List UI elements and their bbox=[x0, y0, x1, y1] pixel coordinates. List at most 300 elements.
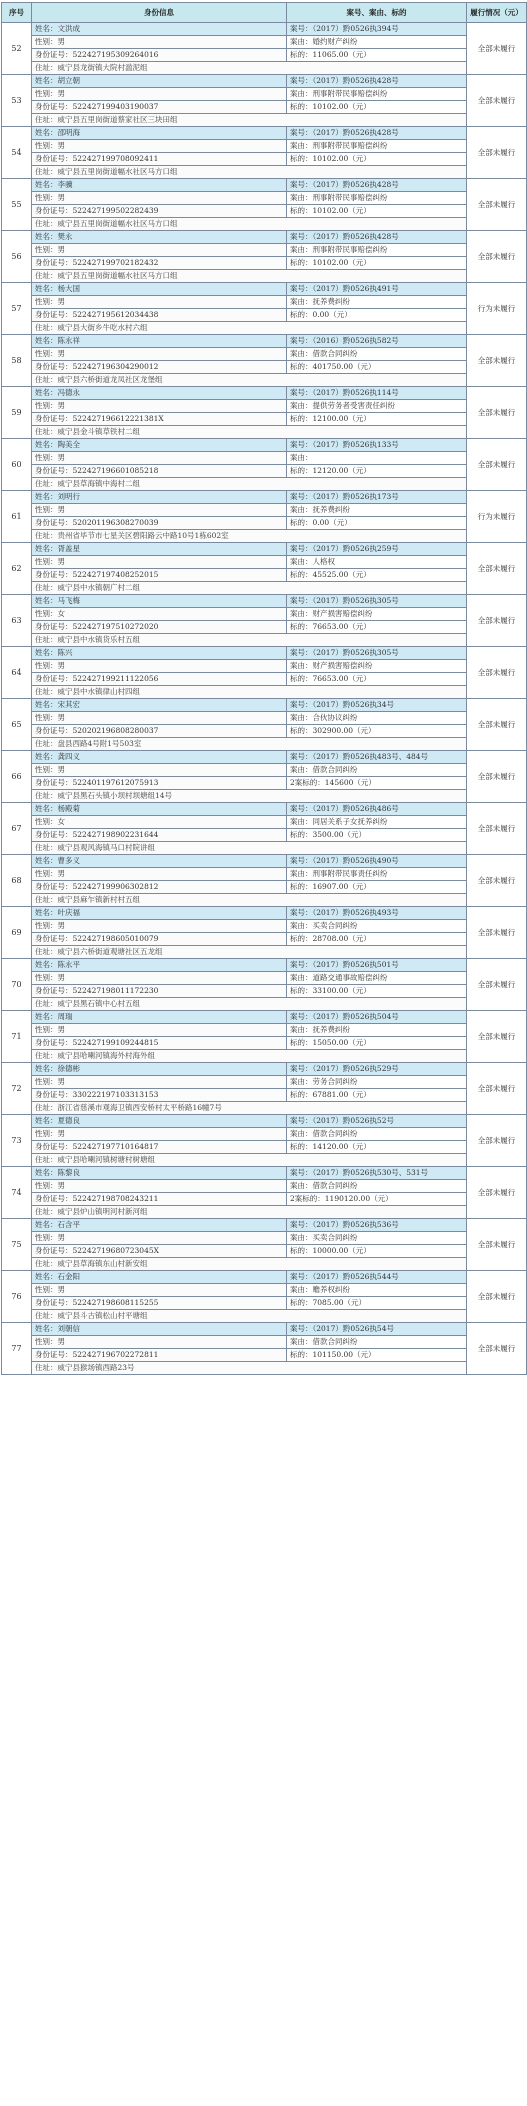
table-row bbox=[2, 582, 527, 595]
table-row bbox=[2, 842, 527, 855]
record-case-no: 案号：（2017）黔0526执34号 bbox=[287, 699, 467, 712]
record-gender: 性别：男 bbox=[32, 556, 287, 569]
table-row bbox=[2, 894, 527, 907]
record-name: 姓名：陈永祥 bbox=[32, 335, 287, 348]
record-seq: 63 bbox=[2, 595, 32, 647]
table-row bbox=[2, 1024, 527, 1037]
record-id-number: 身份证号：522427196304290012 bbox=[32, 361, 287, 374]
record-name: 姓名：胡立朝 bbox=[32, 75, 287, 88]
table-row bbox=[2, 777, 527, 790]
table-row bbox=[2, 595, 527, 608]
table-row bbox=[2, 283, 527, 296]
table-row bbox=[2, 75, 527, 88]
table-row bbox=[2, 1154, 527, 1167]
record-address: 住址：威宁县哈喇河镇海外村海外组 bbox=[32, 1050, 467, 1063]
table-row bbox=[2, 1206, 527, 1219]
record-case-no: 案号：（2017）黔0526执133号 bbox=[287, 439, 467, 452]
record-id-number: 身份证号：522427198902231644 bbox=[32, 829, 287, 842]
record-id-number: 身份证号：520202196808280037 bbox=[32, 725, 287, 738]
table-row bbox=[2, 504, 527, 517]
record-status: 全部未履行 bbox=[467, 959, 527, 1011]
record-name: 姓名：曹多义 bbox=[32, 855, 287, 868]
table-row bbox=[2, 764, 527, 777]
record-name: 姓名：宋其宏 bbox=[32, 699, 287, 712]
table-row bbox=[2, 1141, 527, 1154]
record-gender: 性别：男 bbox=[32, 868, 287, 881]
record-cause: 案由： bbox=[287, 452, 467, 465]
record-name: 姓名：马飞梅 bbox=[32, 595, 287, 608]
record-case-no: 案号：（2017）黔0526执428号 bbox=[287, 231, 467, 244]
table-row bbox=[2, 1102, 527, 1115]
record-case-no: 案号：（2017）黔0526执173号 bbox=[287, 491, 467, 504]
record-status: 全部未履行 bbox=[467, 647, 527, 699]
table-row bbox=[2, 465, 527, 478]
record-case-no: 案号：（2017）黔0526执52号 bbox=[287, 1115, 467, 1128]
record-case-no: 案号：（2017）黔0526执428号 bbox=[287, 127, 467, 140]
record-name: 姓名：陈永平 bbox=[32, 959, 287, 972]
table-row bbox=[2, 1362, 527, 1375]
record-seq: 57 bbox=[2, 283, 32, 335]
record-amount: 标的：76653.00（元） bbox=[287, 621, 467, 634]
record-address: 住址：威宁县中水镇朝广村二组 bbox=[32, 582, 467, 595]
record-case-no: 案号：（2017）黔0526执530号、531号 bbox=[287, 1167, 467, 1180]
record-address: 住址：威宁县哈喇河镇树塘村树塘组 bbox=[32, 1154, 467, 1167]
table-row bbox=[2, 335, 527, 348]
table-row bbox=[2, 439, 527, 452]
record-case-no: 案号：（2017）黔0526执544号 bbox=[287, 1271, 467, 1284]
table-row bbox=[2, 1219, 527, 1232]
record-gender: 性别：女 bbox=[32, 816, 287, 829]
record-amount: 标的：33100.00（元） bbox=[287, 985, 467, 998]
record-status: 全部未履行 bbox=[467, 1011, 527, 1063]
table-row bbox=[2, 686, 527, 699]
table-row bbox=[2, 478, 527, 491]
record-case-no: 案号：（2017）黔0526执428号 bbox=[287, 179, 467, 192]
table-row bbox=[2, 1310, 527, 1323]
record-status: 全部未履行 bbox=[467, 855, 527, 907]
record-case-no: 案号：（2017）黔0526执501号 bbox=[287, 959, 467, 972]
table-row bbox=[2, 1037, 527, 1050]
table-row bbox=[2, 868, 527, 881]
table-row bbox=[2, 1284, 527, 1297]
table-row bbox=[2, 543, 527, 556]
record-id-number: 身份证号：522427195309264016 bbox=[32, 49, 287, 62]
record-address: 住址：威宁县五里岗街道幅水社区马方口组 bbox=[32, 218, 467, 231]
table-row bbox=[2, 881, 527, 894]
record-status: 全部未履行 bbox=[467, 1219, 527, 1271]
record-name: 姓名：陈兴 bbox=[32, 647, 287, 660]
record-cause: 案由：抚养费纠纷 bbox=[287, 296, 467, 309]
record-cause: 案由：借款合同纠纷 bbox=[287, 764, 467, 777]
record-amount: 标的：12120.00（元） bbox=[287, 465, 467, 478]
table-row bbox=[2, 920, 527, 933]
table-row bbox=[2, 1063, 527, 1076]
table-row bbox=[2, 1011, 527, 1024]
record-status: 全部未履行 bbox=[467, 1115, 527, 1167]
record-amount: 标的：0.00（元） bbox=[287, 309, 467, 322]
record-seq: 69 bbox=[2, 907, 32, 959]
record-gender: 性别：男 bbox=[32, 504, 287, 517]
table-row bbox=[2, 985, 527, 998]
record-id-number: 身份证号：522427199403190037 bbox=[32, 101, 287, 114]
table-body bbox=[2, 23, 527, 1375]
record-status: 行为未履行 bbox=[467, 283, 527, 335]
record-address: 住址：威宁县中水镇律山村四组 bbox=[32, 686, 467, 699]
record-seq: 55 bbox=[2, 179, 32, 231]
record-id-number: 身份证号：522427198708243211 bbox=[32, 1193, 287, 1206]
record-seq: 76 bbox=[2, 1271, 32, 1323]
table-row bbox=[2, 621, 527, 634]
table-row bbox=[2, 725, 527, 738]
record-status: 全部未履行 bbox=[467, 23, 527, 75]
record-id-number: 身份证号：522427199708092411 bbox=[32, 153, 287, 166]
table-row bbox=[2, 556, 527, 569]
record-cause: 案由：刑事附带民事赔偿纠纷 bbox=[287, 88, 467, 101]
record-case-no: 案号：（2017）黔0526执428号 bbox=[287, 75, 467, 88]
record-cause: 案由：同居关系子女抚养纠纷 bbox=[287, 816, 467, 829]
record-status: 全部未履行 bbox=[467, 1323, 527, 1375]
record-cause: 案由：婚约财产纠纷 bbox=[287, 36, 467, 49]
record-gender: 性别：男 bbox=[32, 1336, 287, 1349]
table-row bbox=[2, 348, 527, 361]
record-address: 住址：浙江省慈溪市观海卫镇西安桥村太平桥路16幢7号 bbox=[32, 1102, 467, 1115]
record-cause: 案由：买卖合同纠纷 bbox=[287, 920, 467, 933]
record-seq: 52 bbox=[2, 23, 32, 75]
table-row bbox=[2, 387, 527, 400]
record-cause: 案由：道路交通事故赔偿纠纷 bbox=[287, 972, 467, 985]
record-status: 全部未履行 bbox=[467, 751, 527, 803]
record-gender: 性别：男 bbox=[32, 972, 287, 985]
record-status: 全部未履行 bbox=[467, 439, 527, 491]
record-case-no: 案号：（2017）黔0526执114号 bbox=[287, 387, 467, 400]
record-id-number: 身份证号：522427199906302812 bbox=[32, 881, 287, 894]
record-seq: 64 bbox=[2, 647, 32, 699]
record-gender: 性别：男 bbox=[32, 1284, 287, 1297]
record-address: 住址：威宁县五里岗街道蔡家社区三块田组 bbox=[32, 114, 467, 127]
table-row bbox=[2, 114, 527, 127]
table-row bbox=[2, 166, 527, 179]
record-case-no: 案号：（2017）黔0526执493号 bbox=[287, 907, 467, 920]
table-row bbox=[2, 790, 527, 803]
record-id-number: 身份证号：520201196308270039 bbox=[32, 517, 287, 530]
record-id-number: 身份证号：522427199702182432 bbox=[32, 257, 287, 270]
table-row bbox=[2, 296, 527, 309]
table-row bbox=[2, 673, 527, 686]
record-status: 全部未履行 bbox=[467, 127, 527, 179]
record-amount: 标的：302900.00（元） bbox=[287, 725, 467, 738]
record-gender: 性别：女 bbox=[32, 608, 287, 621]
record-status: 全部未履行 bbox=[467, 231, 527, 283]
table-row bbox=[2, 998, 527, 1011]
record-address: 住址：威宁县黑石镇中心村五组 bbox=[32, 998, 467, 1011]
record-seq: 72 bbox=[2, 1063, 32, 1115]
table-row bbox=[2, 374, 527, 387]
table-row bbox=[2, 517, 527, 530]
record-cause: 案由：刑事附带民事赔偿纠纷 bbox=[287, 192, 467, 205]
table-header-row bbox=[2, 3, 527, 23]
record-address: 住址：威宁县猴场镇西路23号 bbox=[32, 1362, 467, 1375]
record-cause: 案由：借款合同纠纷 bbox=[287, 1180, 467, 1193]
record-address: 住址：威宁县草海镇东山村新安组 bbox=[32, 1258, 467, 1271]
table-row bbox=[2, 829, 527, 842]
record-status: 全部未履行 bbox=[467, 335, 527, 387]
record-cause: 案由：财产损害赔偿纠纷 bbox=[287, 660, 467, 673]
record-seq: 71 bbox=[2, 1011, 32, 1063]
record-name: 姓名：徐德彬 bbox=[32, 1063, 287, 1076]
table-row bbox=[2, 153, 527, 166]
table-row bbox=[2, 699, 527, 712]
record-gender: 性别：男 bbox=[32, 88, 287, 101]
record-amount: 标的：67881.00（元） bbox=[287, 1089, 467, 1102]
table-row bbox=[2, 322, 527, 335]
table-row bbox=[2, 426, 527, 439]
table-row bbox=[2, 1167, 527, 1180]
record-gender: 性别：男 bbox=[32, 1128, 287, 1141]
record-seq: 56 bbox=[2, 231, 32, 283]
record-case-no: 案号：（2017）黔0526执536号 bbox=[287, 1219, 467, 1232]
table-row bbox=[2, 907, 527, 920]
table-row bbox=[2, 855, 527, 868]
record-seq: 54 bbox=[2, 127, 32, 179]
record-case-no: 案号：（2017）黔0526执491号 bbox=[287, 283, 467, 296]
record-address: 住址：威宁县金斗镇草铁村二组 bbox=[32, 426, 467, 439]
record-name: 姓名：刘朝信 bbox=[32, 1323, 287, 1336]
record-seq: 58 bbox=[2, 335, 32, 387]
record-cause: 案由：合伙协议纠纷 bbox=[287, 712, 467, 725]
table-row bbox=[2, 400, 527, 413]
record-address: 住址：威宁县六桥街道龙凤社区龙堡组 bbox=[32, 374, 467, 387]
record-gender: 性别：男 bbox=[32, 1232, 287, 1245]
table-row bbox=[2, 972, 527, 985]
record-gender: 性别：男 bbox=[32, 36, 287, 49]
record-case-no: 案号：（2017）黔0526执529号 bbox=[287, 1063, 467, 1076]
record-gender: 性别：男 bbox=[32, 244, 287, 257]
record-id-number: 身份证号：522427198608115255 bbox=[32, 1297, 287, 1310]
table-row bbox=[2, 1349, 527, 1362]
record-gender: 性别：男 bbox=[32, 348, 287, 361]
record-id-number: 身份证号：522427199211122056 bbox=[32, 673, 287, 686]
record-amount: 标的：10000.00（元） bbox=[287, 1245, 467, 1258]
record-id-number: 身份证号：522401197612075913 bbox=[32, 777, 287, 790]
record-amount: 标的：28708.00（元） bbox=[287, 933, 467, 946]
record-amount: 标的：45525.00（元） bbox=[287, 569, 467, 582]
record-cause: 案由：刑事附带民事责任纠纷 bbox=[287, 868, 467, 881]
table-row bbox=[2, 49, 527, 62]
record-id-number: 身份证号：522427196612221381X bbox=[32, 413, 287, 426]
record-seq: 60 bbox=[2, 439, 32, 491]
record-id-number: 身份证号：522427197510272020 bbox=[32, 621, 287, 634]
record-id-number: 身份证号：522427199109244815 bbox=[32, 1037, 287, 1050]
record-status: 全部未履行 bbox=[467, 803, 527, 855]
record-gender: 性别：男 bbox=[32, 920, 287, 933]
table-row bbox=[2, 1271, 527, 1284]
record-name: 姓名：周瑞 bbox=[32, 1011, 287, 1024]
record-status: 全部未履行 bbox=[467, 1167, 527, 1219]
record-case-no: 案号：（2017）黔0526执54号 bbox=[287, 1323, 467, 1336]
table-row bbox=[2, 88, 527, 101]
record-amount: 标的：7085.00（元） bbox=[287, 1297, 467, 1310]
record-id-number: 身份证号：52242719680723045X bbox=[32, 1245, 287, 1258]
table-row bbox=[2, 1245, 527, 1258]
table-row bbox=[2, 816, 527, 829]
record-address: 住址：威宁县炉山镇明河村新河组 bbox=[32, 1206, 467, 1219]
header-seq: 序号 bbox=[2, 3, 32, 23]
record-cause: 案由：财产损害赔偿纠纷 bbox=[287, 608, 467, 621]
header-case: 案号、案由、标的 bbox=[287, 3, 467, 23]
record-address: 住址：盘县西路4号附1号503室 bbox=[32, 738, 467, 751]
record-gender: 性别：男 bbox=[32, 1024, 287, 1037]
table-row bbox=[2, 634, 527, 647]
record-amount: 标的：401750.00（元） bbox=[287, 361, 467, 374]
record-case-no: 案号：（2017）黔0526执486号 bbox=[287, 803, 467, 816]
table-row bbox=[2, 660, 527, 673]
table-row bbox=[2, 933, 527, 946]
record-gender: 性别：男 bbox=[32, 712, 287, 725]
record-name: 姓名：文洪成 bbox=[32, 23, 287, 36]
record-amount: 标的：3500.00（元） bbox=[287, 829, 467, 842]
record-gender: 性别：男 bbox=[32, 764, 287, 777]
table-row bbox=[2, 361, 527, 374]
table-row bbox=[2, 1089, 527, 1102]
record-id-number: 身份证号：522427198011172230 bbox=[32, 985, 287, 998]
record-amount: 标的：0.00（元） bbox=[287, 517, 467, 530]
record-name: 姓名：杨殿菊 bbox=[32, 803, 287, 816]
record-amount: 2案标的：145600（元） bbox=[287, 777, 467, 790]
record-case-no: 案号：（2017）黔0526执259号 bbox=[287, 543, 467, 556]
header-identity: 身份信息 bbox=[32, 3, 287, 23]
record-amount: 标的：10102.00（元） bbox=[287, 257, 467, 270]
record-cause: 案由：抚养费纠纷 bbox=[287, 1024, 467, 1037]
record-case-no: 案号：（2017）黔0526执504号 bbox=[287, 1011, 467, 1024]
record-id-number: 身份证号：522427199502282439 bbox=[32, 205, 287, 218]
table-row bbox=[2, 1050, 527, 1063]
table-row bbox=[2, 1076, 527, 1089]
record-case-no: 案号：（2017）黔0526执305号 bbox=[287, 595, 467, 608]
record-case-no: 案号：（2017）黔0526执483号、484号 bbox=[287, 751, 467, 764]
record-seq: 65 bbox=[2, 699, 32, 751]
record-amount: 标的：15050.00（元） bbox=[287, 1037, 467, 1050]
table-row bbox=[2, 244, 527, 257]
record-name: 姓名：樊永 bbox=[32, 231, 287, 244]
record-address: 住址：威宁县中水镇货乐村五组 bbox=[32, 634, 467, 647]
table-row bbox=[2, 1180, 527, 1193]
record-gender: 性别：男 bbox=[32, 400, 287, 413]
table-row bbox=[2, 608, 527, 621]
table-row bbox=[2, 1297, 527, 1310]
table-row bbox=[2, 751, 527, 764]
record-seq: 59 bbox=[2, 387, 32, 439]
record-address: 住址：威宁县观风海镇马口村院讲组 bbox=[32, 842, 467, 855]
record-amount: 标的：101150.00（元） bbox=[287, 1349, 467, 1362]
table-row bbox=[2, 569, 527, 582]
record-amount: 标的：12100.00（元） bbox=[287, 413, 467, 426]
record-cause: 案由：借款合同纠纷 bbox=[287, 1336, 467, 1349]
record-amount: 标的：76653.00（元） bbox=[287, 673, 467, 686]
table-row bbox=[2, 959, 527, 972]
record-address: 住址：威宁县草海镇中海村二组 bbox=[32, 478, 467, 491]
record-name: 姓名：石含平 bbox=[32, 1219, 287, 1232]
table-row bbox=[2, 1115, 527, 1128]
record-address: 住址：威宁县麻乍镇新村村五组 bbox=[32, 894, 467, 907]
record-address: 住址：威宁县五里岗街道幅水社区马方口组 bbox=[32, 270, 467, 283]
record-status: 全部未履行 bbox=[467, 543, 527, 595]
record-name: 姓名：叶庆福 bbox=[32, 907, 287, 920]
table-row bbox=[2, 1193, 527, 1206]
record-gender: 性别：男 bbox=[32, 452, 287, 465]
record-status: 全部未履行 bbox=[467, 1063, 527, 1115]
record-amount: 标的：14120.00（元） bbox=[287, 1141, 467, 1154]
record-status: 全部未履行 bbox=[467, 699, 527, 751]
record-seq: 67 bbox=[2, 803, 32, 855]
record-seq: 53 bbox=[2, 75, 32, 127]
record-gender: 性别：男 bbox=[32, 192, 287, 205]
record-case-no: 案号：（2017）黔0526执305号 bbox=[287, 647, 467, 660]
record-name: 姓名：夏德良 bbox=[32, 1115, 287, 1128]
table-row bbox=[2, 413, 527, 426]
table-row bbox=[2, 140, 527, 153]
table-row bbox=[2, 1128, 527, 1141]
record-address: 住址：威宁县斗古镇松山村平塘组 bbox=[32, 1310, 467, 1323]
record-status: 全部未履行 bbox=[467, 1271, 527, 1323]
record-amount: 标的：10102.00（元） bbox=[287, 205, 467, 218]
record-cause: 案由：人格权 bbox=[287, 556, 467, 569]
record-status: 全部未履行 bbox=[467, 595, 527, 647]
record-amount: 2案标的：1190120.00（元） bbox=[287, 1193, 467, 1206]
table-row bbox=[2, 1232, 527, 1245]
record-cause: 案由：刑事附带民事赔偿纠纷 bbox=[287, 140, 467, 153]
record-status: 全部未履行 bbox=[467, 907, 527, 959]
table-row bbox=[2, 270, 527, 283]
record-gender: 性别：男 bbox=[32, 660, 287, 673]
table-row bbox=[2, 127, 527, 140]
table-row bbox=[2, 231, 527, 244]
record-address: 住址：威宁县六桥街道观塘社区五龙组 bbox=[32, 946, 467, 959]
table-row bbox=[2, 946, 527, 959]
table-row bbox=[2, 101, 527, 114]
record-gender: 性别：男 bbox=[32, 1076, 287, 1089]
record-id-number: 身份证号：522427198605010079 bbox=[32, 933, 287, 946]
record-gender: 性别：男 bbox=[32, 1180, 287, 1193]
record-id-number: 身份证号：330222197103313153 bbox=[32, 1089, 287, 1102]
record-seq: 75 bbox=[2, 1219, 32, 1271]
table-row bbox=[2, 192, 527, 205]
table-row bbox=[2, 530, 527, 543]
table-row bbox=[2, 36, 527, 49]
record-status: 行为未履行 bbox=[467, 491, 527, 543]
record-cause: 案由：提供劳务者受害责任纠纷 bbox=[287, 400, 467, 413]
record-address: 住址：贵州省毕节市七星关区碧阳路云中路10号1栋602室 bbox=[32, 530, 467, 543]
table-row bbox=[2, 491, 527, 504]
record-seq: 77 bbox=[2, 1323, 32, 1375]
record-name: 姓名：邵明海 bbox=[32, 127, 287, 140]
record-id-number: 身份证号：522427196702272811 bbox=[32, 1349, 287, 1362]
table-row bbox=[2, 257, 527, 270]
record-status: 全部未履行 bbox=[467, 75, 527, 127]
record-amount: 标的：16907.00（元） bbox=[287, 881, 467, 894]
record-name: 姓名：杨大国 bbox=[32, 283, 287, 296]
record-cause: 案由：抚养费纠纷 bbox=[287, 504, 467, 517]
record-amount: 标的：10102.00（元） bbox=[287, 153, 467, 166]
record-seq: 70 bbox=[2, 959, 32, 1011]
record-id-number: 身份证号：522427195612034438 bbox=[32, 309, 287, 322]
header-status: 履行情况（元） bbox=[467, 3, 527, 23]
table-row bbox=[2, 712, 527, 725]
record-seq: 68 bbox=[2, 855, 32, 907]
record-name: 姓名：龚四义 bbox=[32, 751, 287, 764]
table-row bbox=[2, 179, 527, 192]
record-case-no: 案号：（2017）黔0526执490号 bbox=[287, 855, 467, 868]
record-address: 住址：威宁县五里岗街道幅水社区马方口组 bbox=[32, 166, 467, 179]
